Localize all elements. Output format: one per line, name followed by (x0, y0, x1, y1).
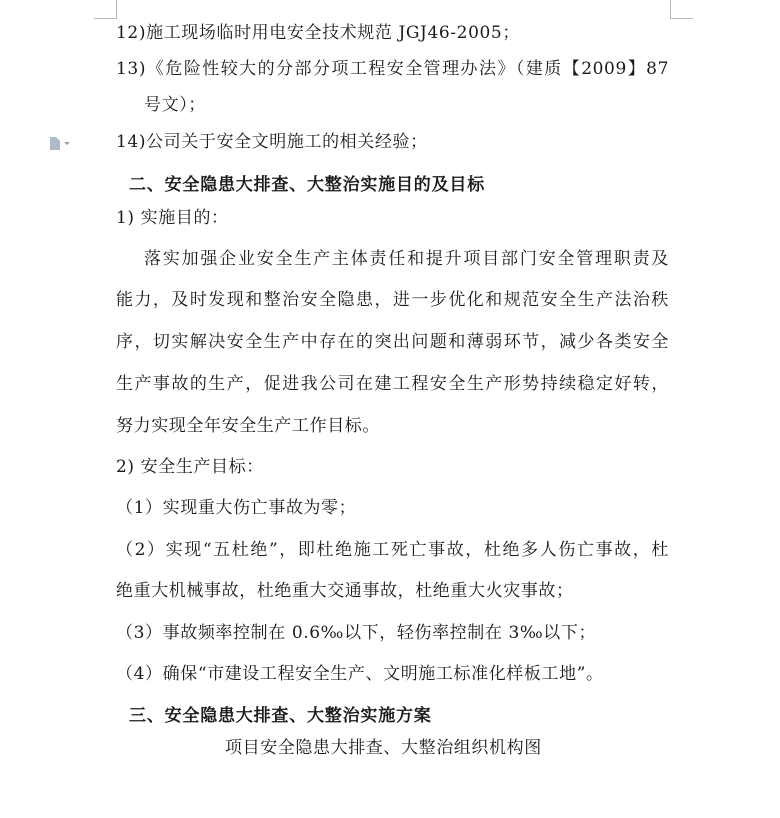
reference-item-14: 14)公司关于安全文明施工的相关经验； (116, 132, 428, 152)
reference-item-12: 12)施工现场临时用电安全技术规范 JGJ46-2005； (116, 23, 520, 43)
paragraph-line: 努力实现全年安全生产工作目标。 (116, 416, 380, 436)
page-corner-mark-right (670, 0, 693, 19)
reference-item-13: 13)《危险性较大的分部分项工程安全管理办法》（建质【2009】87 (116, 59, 669, 79)
figure-caption: 项目安全隐患大排查、大整治组织机构图 (225, 738, 542, 758)
paragraph-line: 能力，及时发现和整治安全隐患，进一步优化和规范安全生产法治秩 (116, 290, 669, 310)
goal-item-2: （2）实现“五杜绝”，即杜绝施工死亡事故，杜绝多人伤亡事故，杜 (116, 540, 669, 560)
subheading-goals: 2) 安全生产目标： (116, 457, 264, 477)
paragraph-line: 生产事故的生产，促进我公司在建工程安全生产形势持续稳定好转， (116, 374, 669, 394)
section-heading-3: 三、安全隐患大排查、大整治实施方案 (129, 706, 432, 726)
document-icon (50, 137, 60, 150)
paragraph-line: 落实加强企业安全生产主体责任和提升项目部门安全管理职责及 (144, 249, 669, 269)
page-corner-mark-left (94, 0, 117, 19)
subheading-purpose: 1) 实施目的： (116, 208, 229, 228)
reference-item-13-cont: 号文）； (144, 95, 206, 115)
paragraph-line: 序，切实解决安全生产中存在的突出问题和薄弱环节，减少各类安全 (116, 332, 669, 352)
section-heading-2: 二、安全隐患大排查、大整治实施目的及目标 (129, 175, 485, 195)
chevron-down-icon (64, 142, 70, 145)
goal-item-3: （3）事故频率控制在 0.6‰以下，轻伤率控制在 3‰以下； (116, 623, 597, 643)
paragraph-options-icon[interactable] (50, 137, 70, 150)
goal-item-1: （1）实现重大伤亡事故为零； (116, 498, 357, 518)
goal-item-4: （4）确保“市建设工程安全生产、文明施工标准化样板工地”。 (116, 664, 604, 684)
goal-item-2-cont: 绝重大机械事故，杜绝重大交通事故，杜绝重大火灾事故； (116, 581, 574, 601)
